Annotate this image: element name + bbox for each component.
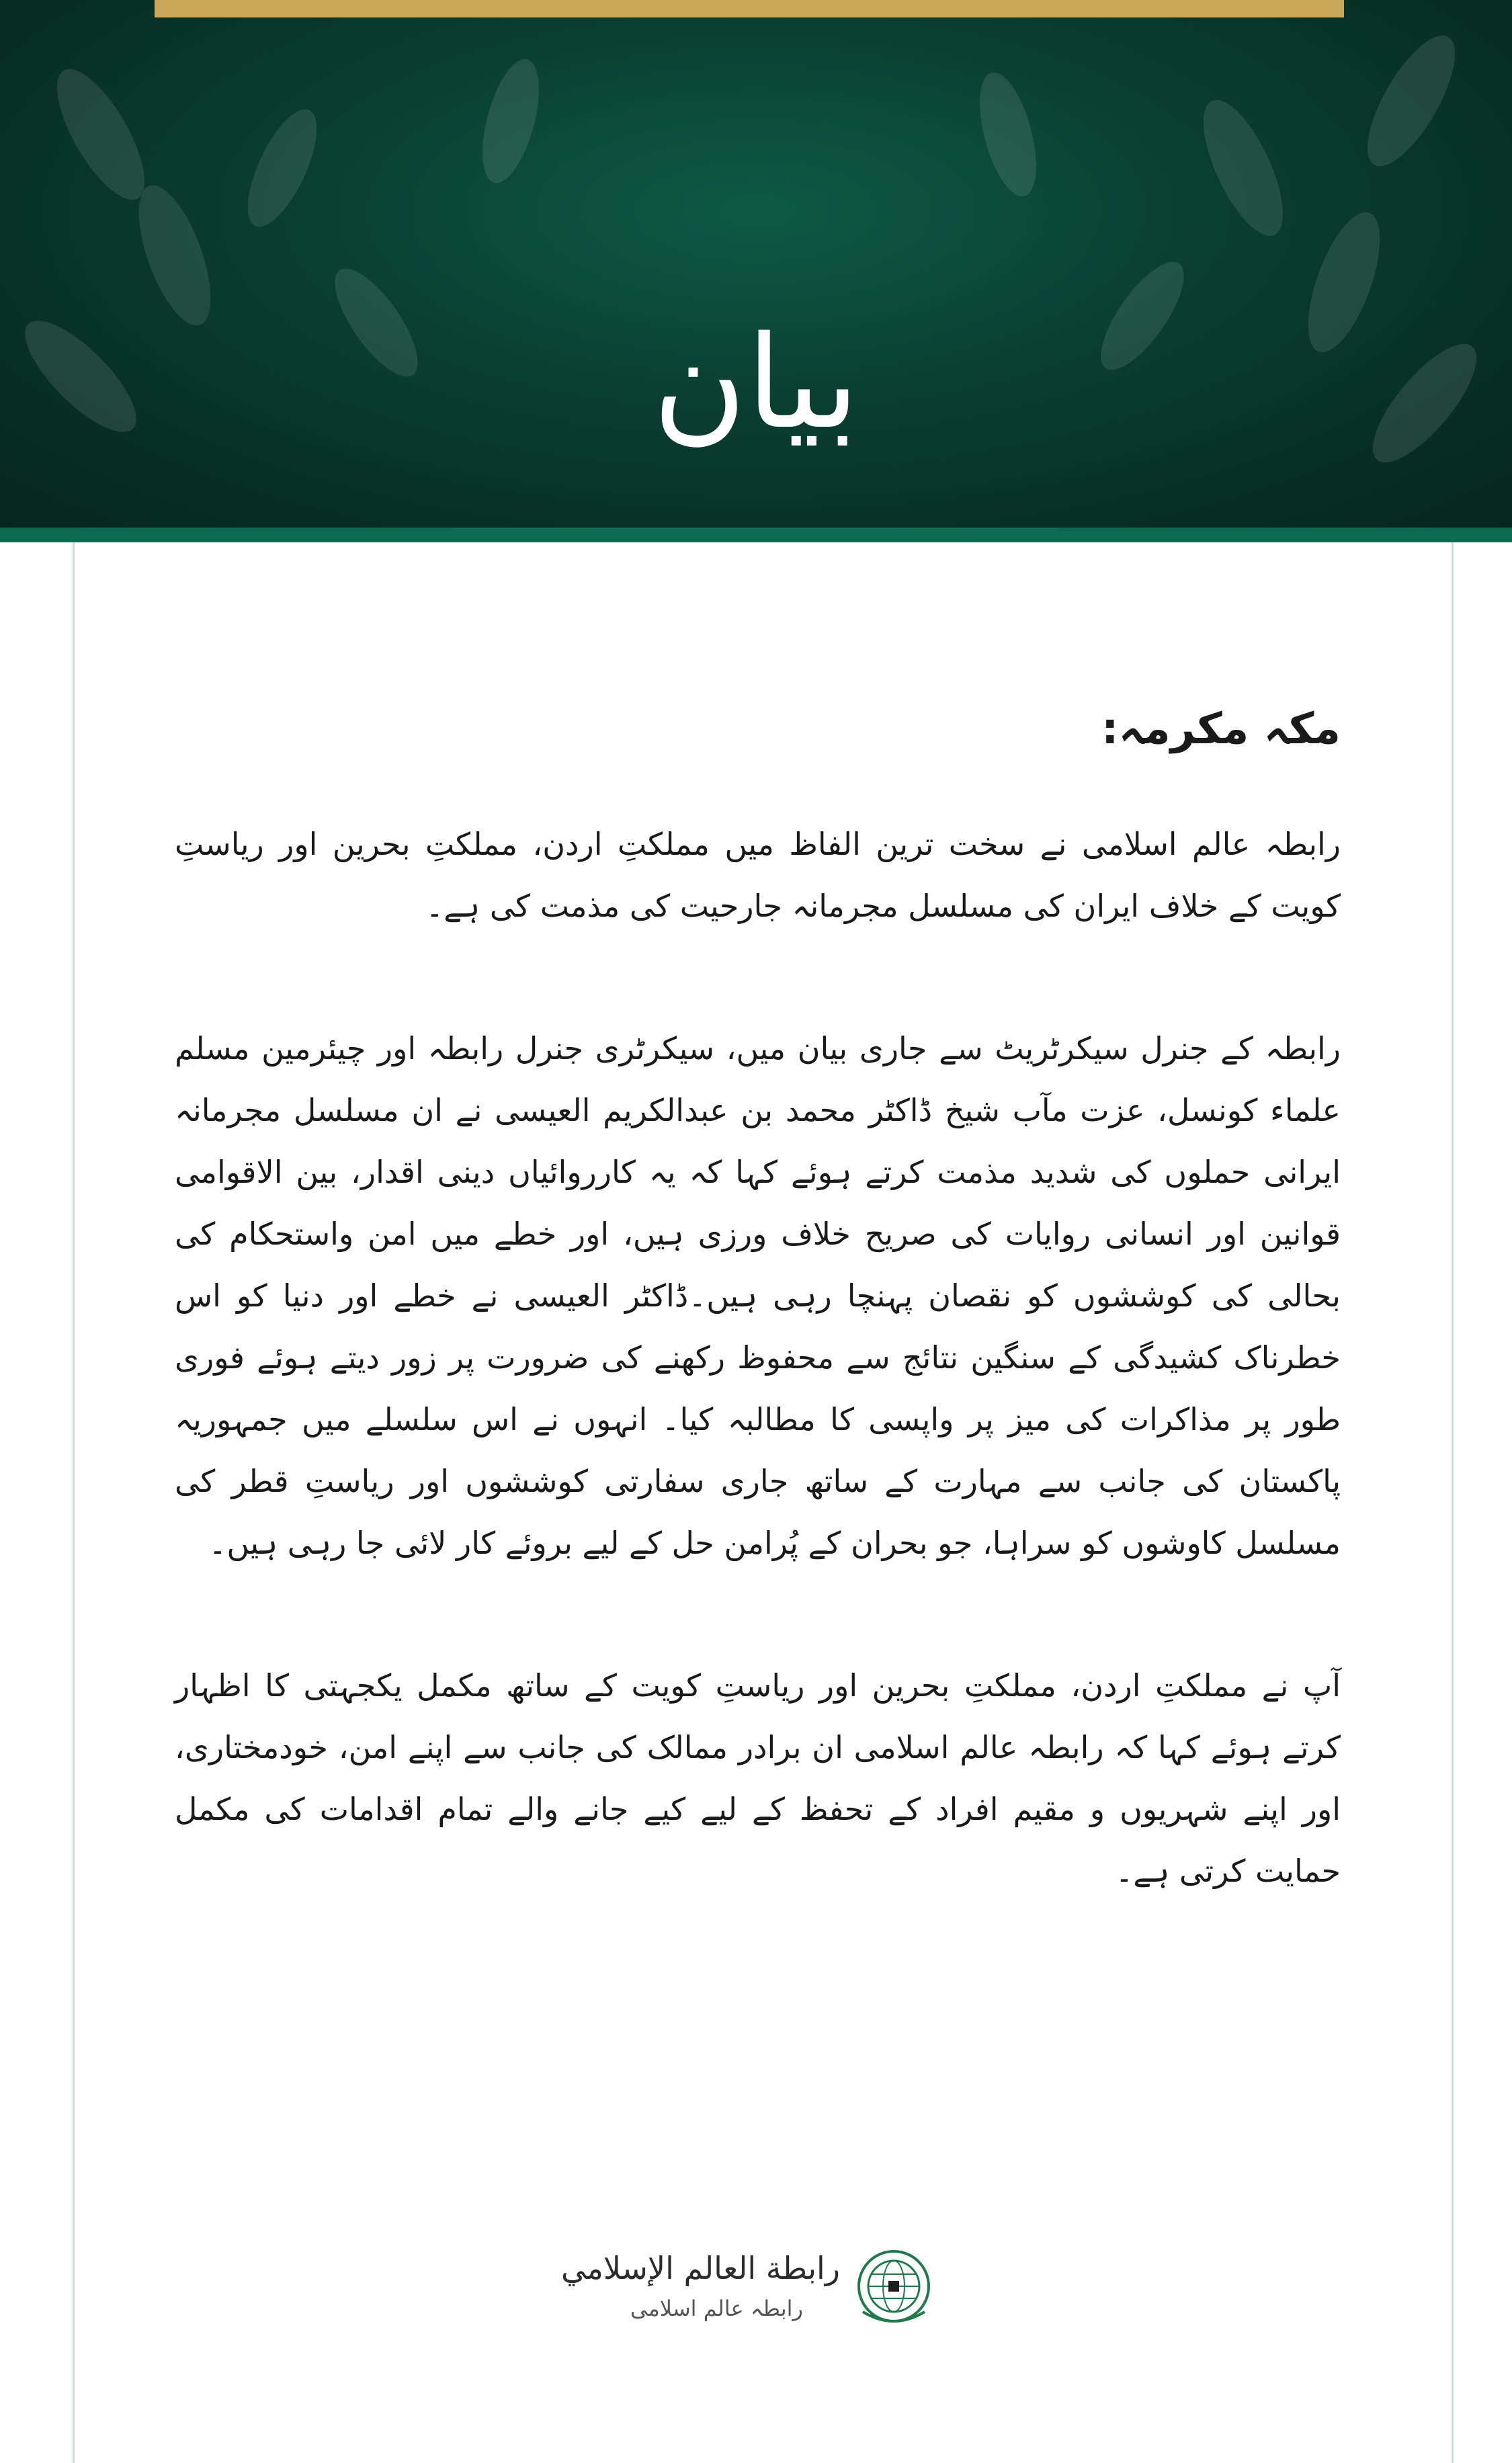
statement-body: [175, 692, 1341, 1982]
page-title: بیان: [653, 308, 859, 457]
dateline: مکہ مکرمہ:: [1101, 704, 1341, 754]
organization-logo: [560, 2245, 941, 2332]
logo-arabic-text: رابطة العالم الإسلامي: [560, 2250, 840, 2286]
paragraph-2: رابطہ کے جنرل سیکرٹریٹ سے جاری بیان میں، سیکرٹری جنرل رابطہ اور چیئرمین مسلم علماء کونسل، عزت مآب شیخ ڈاکٹر محمد بن عبدالکریم العیسی نے ان مسلسل مجرمانہ ایرانی حملوں کی شدید مذمت کرتے ہوئے کہا کہ یہ کارروائیاں دینی اقدار، بین الاقوامی قوانین اور انسانی روایات کی صریح خلاف ورزی ہیں، اور خطے میں امن واستحکام کی بحالی کی کوششوں کو نقصان پہنچا رہی ہیں۔ڈاکٹر العیسی نے خطے اور دنیا کو اس خطرناک کشیدگی کے سنگین نتائج سے محفوظ رکھنے کی ضرورت پر زور دیتے ہوئے فوری طور پر مذاکرات کی میز پر واپسی کا مطالبہ کیا۔ انہوں نے اس سلسلے میں جمہوریہ پاکستان کی جانب سے مہارت کے ساتھ جاری سفارتی کوششوں اور ریاستِ قطر کی مسلسل کاوشوں کو سراہا، جو بحران کے پُرامن حل کے لیے بروئے کار لائی جا رہی ہیں۔: [175, 1030, 1341, 1561]
paragraph-1: رابطہ عالم اسلامی نے سخت ترین الفاظ میں مملکتِ اردن، مملکتِ بحرین اور ریاستِ کویت کے خلاف ایران کی مسلسل مجرمانہ جارحیت کی مذمت کی ہے۔: [175, 826, 1341, 924]
header-banner: [0, 0, 1512, 528]
paragraph-3: آپ نے مملکتِ اردن، مملکتِ بحرین اور ریاستِ کویت کے ساتھ مکمل یکجہتی کا اظہار کرتے ہوئے کہا کہ رابطہ عالم اسلامی ان برادر ممالک کی جانب سے اپنے امن، خودمختاری، اور اپنے شہریوں و مقیم افراد کے تحفظ کے لیے کیے جانے والے تمام اقدامات کی مکمل حمایت کرتی ہے۔: [175, 1667, 1341, 1889]
header-stripe: [0, 528, 1512, 542]
right-frame-line: [1452, 542, 1454, 2463]
left-frame-line: [73, 542, 75, 2463]
logo-urdu-text: رابطہ عالم اسلامی: [630, 2296, 803, 2321]
globe-emblem-icon: [853, 2245, 934, 2332]
